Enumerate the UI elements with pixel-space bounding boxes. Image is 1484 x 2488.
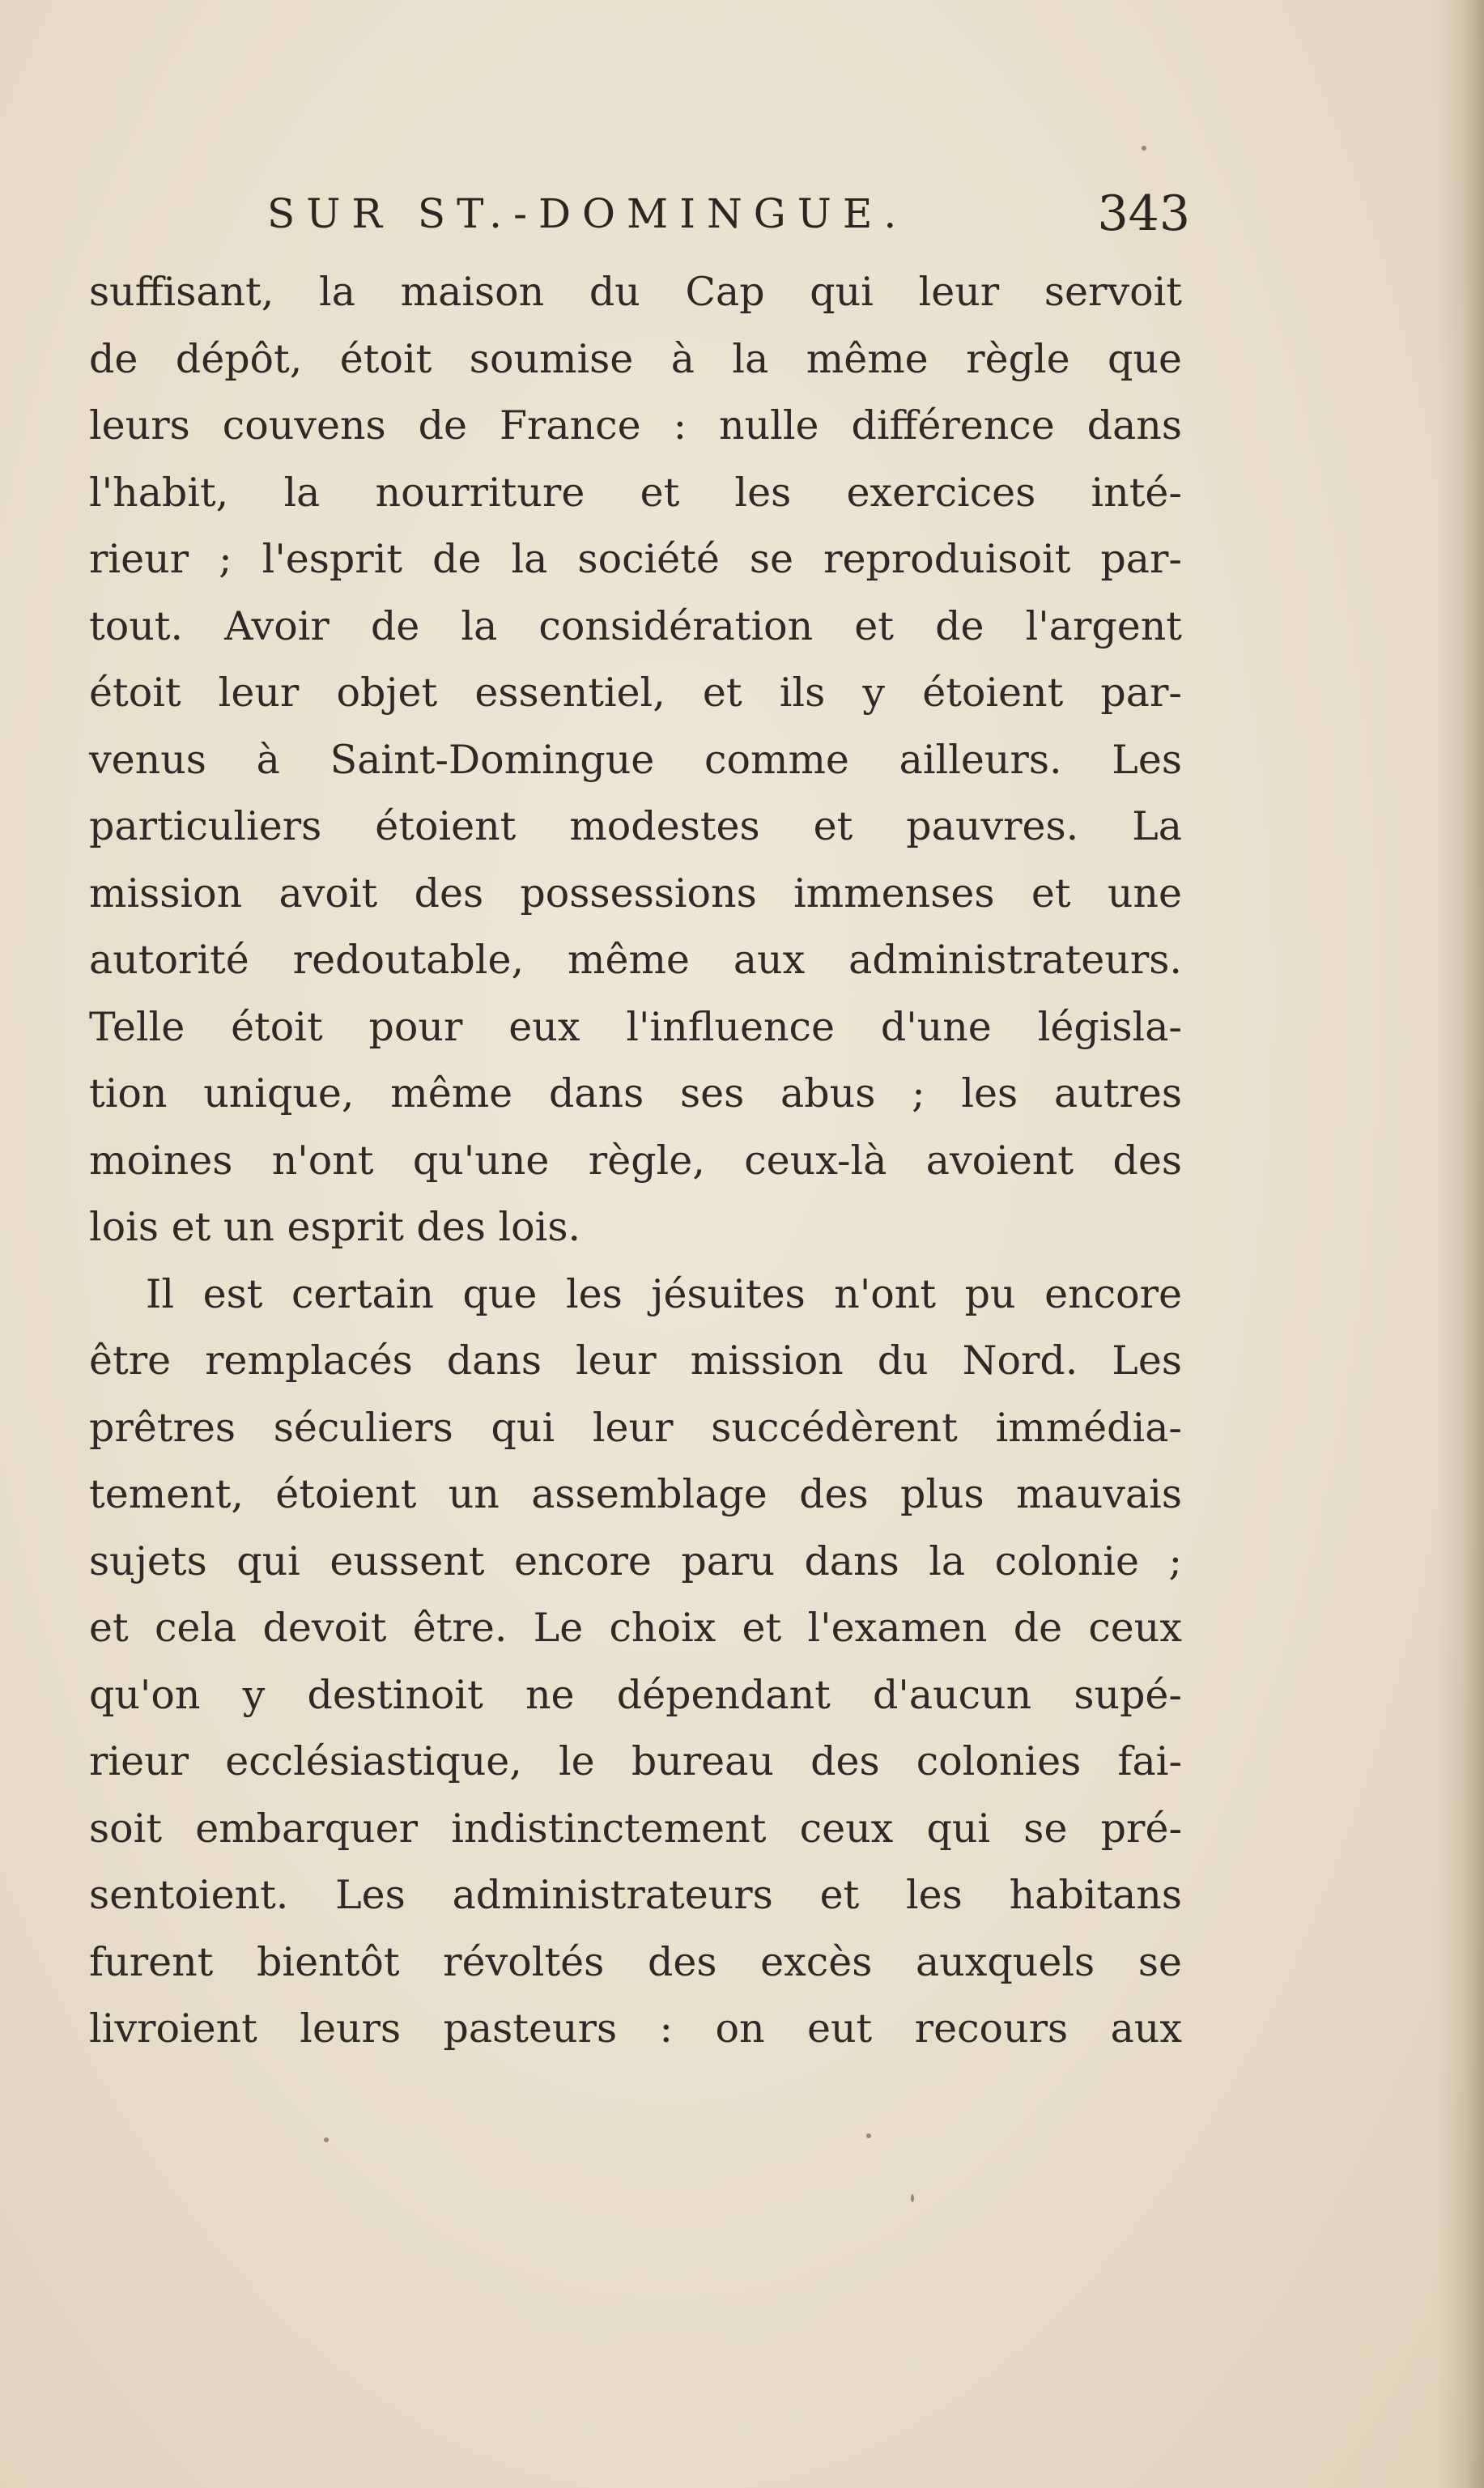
text-line: et cela devoit être. Le choix et l'examen de ceux: [89, 1605, 1182, 1651]
body-text: [89, 259, 1182, 2063]
text-line: Telle étoit pour eux l'influence d'une législa-: [89, 1003, 1182, 1050]
text-line: rieur ; l'esprit de la société se reproduisoit par-: [89, 536, 1182, 582]
text-line: tement, étoient un assemblage des plus mauvais: [89, 1471, 1182, 1517]
page-gutter-shadow: [1435, 0, 1484, 2488]
paragraph-1: [89, 259, 1182, 1261]
text-line: leurs couvens de France : nulle différence dans: [89, 402, 1182, 449]
running-head: [267, 182, 1190, 255]
text-line: sentoient. Les administrateurs et les habitans: [89, 1872, 1182, 1918]
paper-speck: [866, 2133, 871, 2138]
text-line: soit embarquer indistinctement ceux qui se pré-: [89, 1805, 1182, 1852]
text-line: livroient leurs pasteurs : on eut recours aux: [89, 2005, 1182, 2052]
paper-speck: [324, 2137, 329, 2142]
text-line: particuliers étoient modestes et pauvres. La: [89, 803, 1182, 849]
text-line: suffisant, la maison du Cap qui leur servoit: [89, 269, 1182, 315]
paper-speck: [911, 2194, 914, 2202]
text-line: mission avoit des possessions immenses et une: [89, 870, 1182, 917]
text-line-first: Il est certain que les jésuites n'ont pu encore: [146, 1270, 1182, 1317]
text-line: rieur ecclésiastique, le bureau des colonies fai-: [89, 1738, 1182, 1784]
text-line: être remplacés dans leur mission du Nord. Les: [89, 1338, 1182, 1384]
paper-speck: [1142, 146, 1146, 151]
text-line: moines n'ont qu'une règle, ceux-là avoient des: [89, 1137, 1182, 1184]
text-line: étoit leur objet essentiel, et ils y étoient par-: [89, 670, 1182, 716]
text-line: autorité redoutable, même aux administrateurs.: [89, 937, 1182, 983]
running-head-title: SUR ST.-DOMINGUE.: [267, 190, 908, 237]
page-number: 343: [1097, 185, 1190, 242]
text-line: venus à Saint-Domingue comme ailleurs. Les: [89, 736, 1182, 783]
text-line: tion unique, même dans ses abus ; les autres: [89, 1070, 1182, 1116]
text-line: tout. Avoir de la considération et de l'argent: [89, 602, 1182, 649]
text-line-last: lois et un esprit des lois.: [89, 1204, 581, 1250]
text-line: prêtres séculiers qui leur succédèrent immédia-: [89, 1404, 1182, 1451]
text-line: furent bientôt révoltés des excès auxquels se: [89, 1938, 1182, 1985]
text-line: l'habit, la nourriture et les exercices inté-: [89, 469, 1182, 516]
text-line: sujets qui eussent encore paru dans la colonie ;: [89, 1537, 1182, 1584]
text-line: qu'on y destinoit ne dépendant d'aucun supé-: [89, 1671, 1182, 1718]
text-line: de dépôt, étoit soumise à la même règle que: [89, 335, 1182, 382]
paragraph-2: [89, 1261, 1182, 2063]
